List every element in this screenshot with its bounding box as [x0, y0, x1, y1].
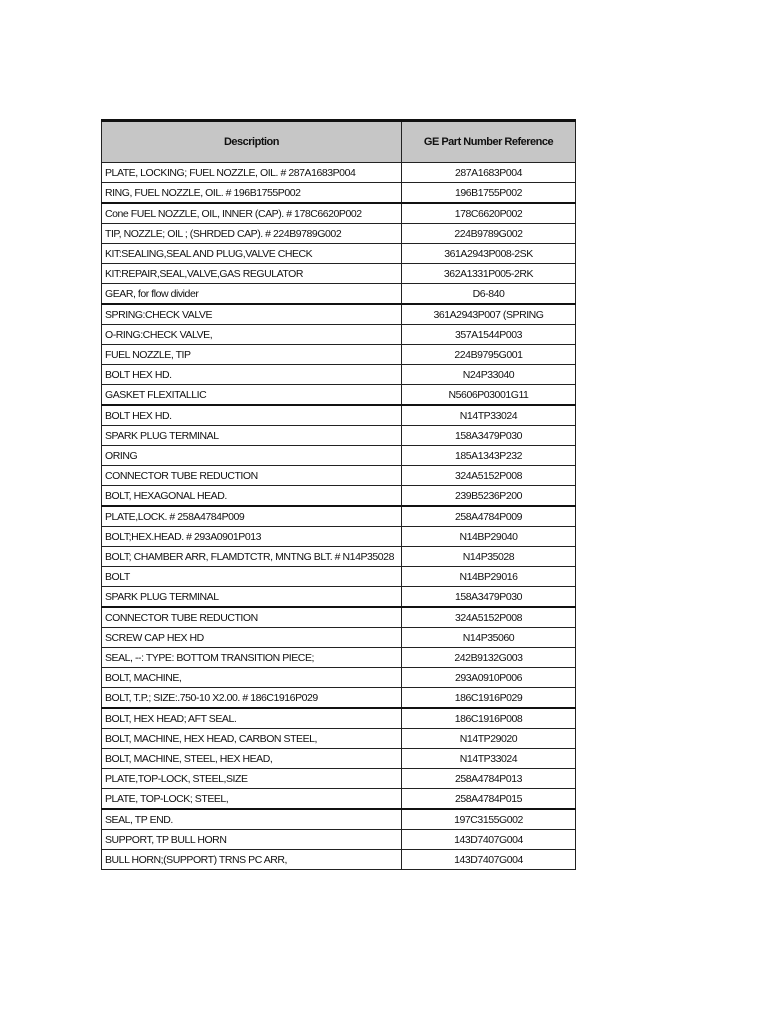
part-description-cell: Cone FUEL NOZZLE, OIL, INNER (CAP). # 178C6620P002 — [102, 203, 402, 224]
table-row — [102, 547, 576, 567]
part-number-cell: 287A1683P004 — [402, 163, 576, 183]
part-description-cell: TIP, NOZZLE; OIL ; (SHRDED CAP). # 224B9789G002 — [102, 224, 402, 244]
table-row — [102, 385, 576, 406]
part-description-cell: BOLT, MACHINE, — [102, 668, 402, 688]
part-description-cell: SPRING:CHECK VALVE — [102, 304, 402, 325]
part-number-header: GE Part Number Reference — [402, 121, 576, 163]
table-row — [102, 789, 576, 810]
part-number-cell: 178C6620P002 — [402, 203, 576, 224]
table-row — [102, 688, 576, 709]
part-number-cell: 186C1916P008 — [402, 708, 576, 729]
part-number-cell: 239B5236P200 — [402, 486, 576, 507]
part-description-cell: BOLT, T.P.; SIZE:.750-10 X2.00. # 186C1916P029 — [102, 688, 402, 709]
table-row — [102, 567, 576, 587]
table-row — [102, 163, 576, 183]
parts-table — [101, 119, 576, 870]
part-number-cell: 361A2943P008-2SK — [402, 244, 576, 264]
table-row — [102, 426, 576, 446]
part-description-cell: PLATE,LOCK. # 258A4784P009 — [102, 506, 402, 527]
part-description-cell: PLATE, LOCKING; FUEL NOZZLE, OIL. # 287A1683P004 — [102, 163, 402, 183]
part-description-cell: ORING — [102, 446, 402, 466]
table-row — [102, 284, 576, 305]
part-number-cell: 361A2943P007 (SPRING — [402, 304, 576, 325]
table-row — [102, 466, 576, 486]
part-number-cell: 293A0910P006 — [402, 668, 576, 688]
table-row — [102, 486, 576, 507]
part-number-cell: 158A3479P030 — [402, 587, 576, 608]
part-description-cell: O-RING:CHECK VALVE, — [102, 325, 402, 345]
part-description-cell: SPARK PLUG TERMINAL — [102, 587, 402, 608]
part-number-cell: 196B1755P002 — [402, 183, 576, 204]
table-row — [102, 183, 576, 204]
part-number-cell: N14P35028 — [402, 547, 576, 567]
part-number-cell: 258A4784P009 — [402, 506, 576, 527]
part-number-cell: 357A1544P003 — [402, 325, 576, 345]
table-row — [102, 628, 576, 648]
table-row — [102, 244, 576, 264]
part-number-cell: 197C3155G002 — [402, 809, 576, 830]
table-row — [102, 607, 576, 628]
table-row — [102, 648, 576, 668]
table-row — [102, 729, 576, 749]
part-description-cell: BOLT, HEX HEAD; AFT SEAL. — [102, 708, 402, 729]
part-number-cell: 143D7407G004 — [402, 850, 576, 870]
table-row — [102, 345, 576, 365]
table-row — [102, 405, 576, 426]
part-description-cell: SUPPORT, TP BULL HORN — [102, 830, 402, 850]
part-number-cell: 362A1331P005-2RK — [402, 264, 576, 284]
parts-table-body — [102, 163, 576, 870]
part-number-cell: N14P35060 — [402, 628, 576, 648]
part-number-cell: N14BP29040 — [402, 527, 576, 547]
header-row — [102, 121, 576, 163]
part-number-cell: N14BP29016 — [402, 567, 576, 587]
part-description-cell: SEAL, --: TYPE: BOTTOM TRANSITION PIECE; — [102, 648, 402, 668]
table-row — [102, 224, 576, 244]
part-number-cell: 324A5152P008 — [402, 466, 576, 486]
table-row — [102, 325, 576, 345]
part-number-cell: 224B9789G002 — [402, 224, 576, 244]
part-description-cell: PLATE, TOP-LOCK; STEEL, — [102, 789, 402, 810]
part-description-cell: BOLT, MACHINE, STEEL, HEX HEAD, — [102, 749, 402, 769]
table-row — [102, 809, 576, 830]
part-number-cell: D6-840 — [402, 284, 576, 305]
part-description-cell: KIT:REPAIR,SEAL,VALVE,GAS REGULATOR — [102, 264, 402, 284]
part-description-cell: FUEL NOZZLE, TIP — [102, 345, 402, 365]
part-description-cell: PLATE,TOP-LOCK, STEEL,SIZE — [102, 769, 402, 789]
part-description-cell: SCREW CAP HEX HD — [102, 628, 402, 648]
part-description-cell: BOLT; CHAMBER ARR, FLAMDTCTR, MNTNG BLT. # N14P35028 — [102, 547, 402, 567]
part-description-cell: BOLT, HEXAGONAL HEAD. — [102, 486, 402, 507]
table-row — [102, 850, 576, 870]
part-number-cell: 185A1343P232 — [402, 446, 576, 466]
part-description-cell: CONNECTOR TUBE REDUCTION — [102, 466, 402, 486]
part-number-cell: 158A3479P030 — [402, 426, 576, 446]
table-row — [102, 506, 576, 527]
part-description-cell: GEAR, for flow divider — [102, 284, 402, 305]
part-number-cell: 186C1916P029 — [402, 688, 576, 709]
part-description-cell: SPARK PLUG TERMINAL — [102, 426, 402, 446]
table-row — [102, 264, 576, 284]
part-number-cell: N5606P03001G11 — [402, 385, 576, 406]
part-description-cell: BOLT — [102, 567, 402, 587]
part-description-cell: BOLT, MACHINE, HEX HEAD, CARBON STEEL, — [102, 729, 402, 749]
table-row — [102, 527, 576, 547]
part-description-cell: CONNECTOR TUBE REDUCTION — [102, 607, 402, 628]
table-row — [102, 830, 576, 850]
part-number-cell: N24P33040 — [402, 365, 576, 385]
part-description-cell: BOLT HEX HD. — [102, 365, 402, 385]
table-row — [102, 749, 576, 769]
part-number-cell: N14TP33024 — [402, 405, 576, 426]
part-number-cell: 324A5152P008 — [402, 607, 576, 628]
part-number-cell: 242B9132G003 — [402, 648, 576, 668]
part-description-cell: RING, FUEL NOZZLE, OIL. # 196B1755P002 — [102, 183, 402, 204]
part-description-cell: KIT:SEALING,SEAL AND PLUG,VALVE CHECK — [102, 244, 402, 264]
part-description-cell: BOLT;HEX.HEAD. # 293A0901P013 — [102, 527, 402, 547]
part-description-cell: BOLT HEX HD. — [102, 405, 402, 426]
table-row — [102, 446, 576, 466]
description-header: Description — [102, 121, 402, 163]
part-description-cell: SEAL, TP END. — [102, 809, 402, 830]
part-number-cell: N14TP33024 — [402, 749, 576, 769]
part-description-cell: GASKET FLEXITALLIC — [102, 385, 402, 406]
table-row — [102, 708, 576, 729]
part-number-cell: 258A4784P015 — [402, 789, 576, 810]
table-row — [102, 304, 576, 325]
part-number-cell: 258A4784P013 — [402, 769, 576, 789]
table-row — [102, 587, 576, 608]
table-row — [102, 203, 576, 224]
part-number-cell: N14TP29020 — [402, 729, 576, 749]
table-row — [102, 365, 576, 385]
part-number-cell: 143D7407G004 — [402, 830, 576, 850]
table-row — [102, 769, 576, 789]
part-number-cell: 224B9795G001 — [402, 345, 576, 365]
part-description-cell: BULL HORN;(SUPPORT) TRNS PC ARR, — [102, 850, 402, 870]
table-row — [102, 668, 576, 688]
